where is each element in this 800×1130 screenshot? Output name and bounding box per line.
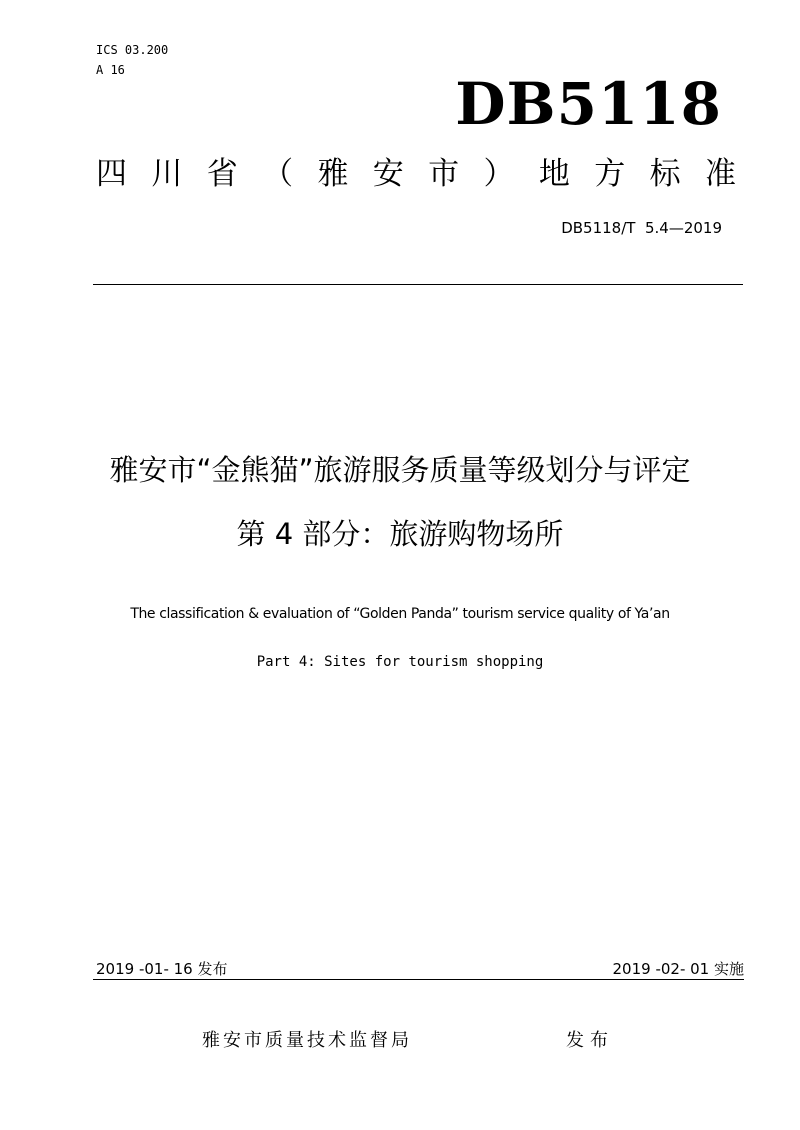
standard-class-char: 市 <box>428 156 460 192</box>
standard-class-char: 川 <box>151 156 183 192</box>
dates-divider <box>93 979 744 980</box>
standard-class-char: 雅 <box>317 156 349 192</box>
subtitle-chinese: 第 4 部分：旅游购物场所 <box>236 517 564 551</box>
subtitle-english: Part 4: Sites for tourism shopping <box>256 654 544 670</box>
standard-class-char: 方 <box>594 156 626 192</box>
standard-class-char: ） <box>483 156 515 192</box>
standard-class-char: 地 <box>538 156 570 192</box>
issue-label: 发布 <box>566 1030 614 1051</box>
standard-class-char: 标 <box>649 156 681 192</box>
title-english: The classification & evaluation of “Golden Panda” tourism service quality of Ya’an <box>130 606 670 622</box>
implementation-date: 2019 -02- 01 实施 <box>612 960 744 978</box>
standard-class-char: 省 <box>206 156 238 192</box>
standard-class-char: 四 <box>96 156 127 192</box>
standard-class-char: 安 <box>372 156 404 192</box>
issue-date: 2019 -01- 16 发布 <box>96 960 228 978</box>
ics-code: ICS 03.200 <box>96 43 169 57</box>
standard-class-char: （ <box>262 156 294 192</box>
standard-number: DB5118/T 5.4—2019 <box>561 219 722 237</box>
ccs-code: A 16 <box>96 63 125 77</box>
header-divider <box>93 284 743 285</box>
standard-code: DB5118 <box>455 70 722 138</box>
standard-class <box>96 152 736 196</box>
issuing-authority: 雅安市质量技术监督局 <box>202 1030 412 1051</box>
standard-class-char: 准 <box>704 156 736 192</box>
title-chinese: 雅安市“金熊猫”旅游服务质量等级划分与评定 <box>109 453 691 487</box>
